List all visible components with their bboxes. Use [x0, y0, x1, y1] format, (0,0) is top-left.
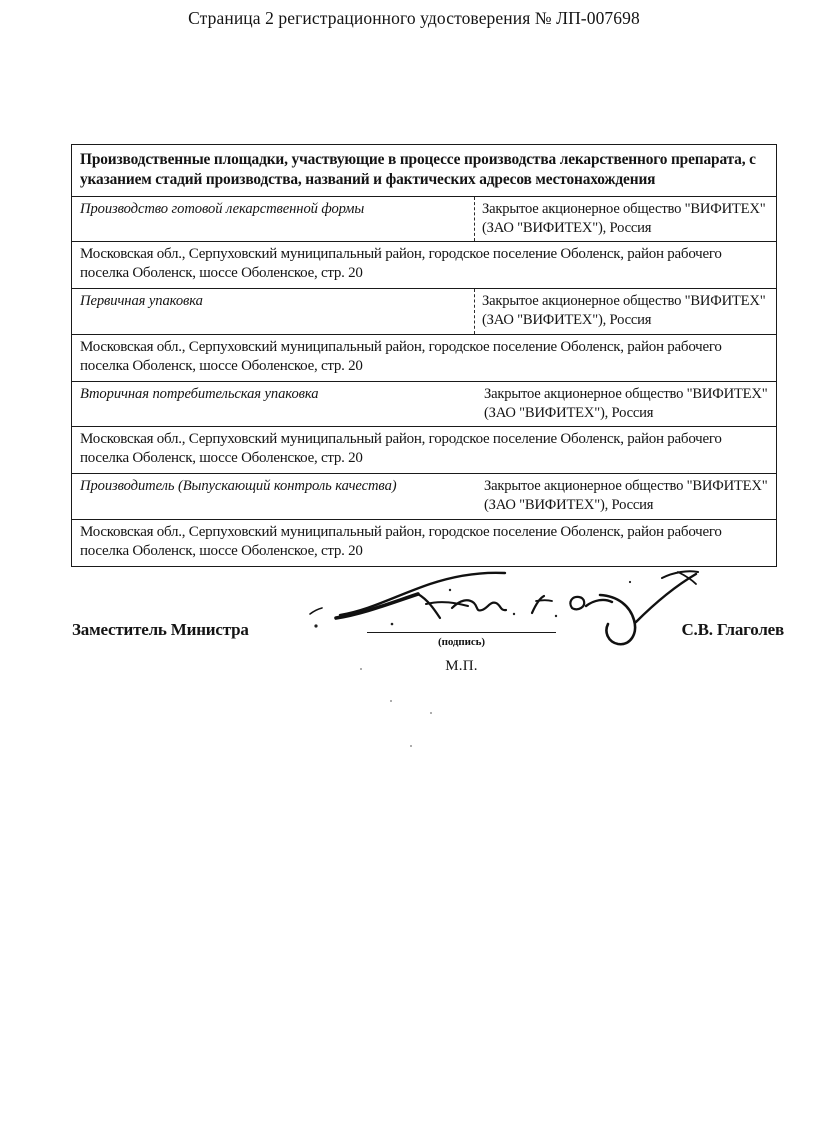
scan-speckle [390, 700, 392, 702]
signatory-name: С.В. Глаголев [681, 620, 784, 639]
company-name-cell: Закрытое акционерное общество "ВИФИТЕХ" (ЗАО "ВИФИТЕХ"), Россия [484, 385, 768, 421]
signature-caption: (подпись) [438, 636, 485, 648]
company-name-cell: Закрытое акционерное общество "ВИФИТЕХ" (ЗАО "ВИФИТЕХ"), Россия [474, 289, 776, 333]
scan-speckle [430, 712, 432, 714]
table-row [72, 382, 776, 427]
table-row [72, 474, 776, 519]
scan-speckle [410, 745, 412, 747]
stamp-placeholder: М.П. [445, 658, 478, 674]
company-name-cell: Закрытое акционерное общество "ВИФИТЕХ" (ЗАО "ВИФИТЕХ"), Россия [474, 197, 776, 241]
signature-line [367, 632, 556, 633]
table-row [72, 520, 776, 566]
table-row [72, 289, 776, 334]
stage-name-cell: Производство готовой лекарственной формы [80, 201, 365, 218]
stage-name-cell: Производитель (Выпускающий контроль качества) [80, 478, 397, 495]
table-row [72, 335, 776, 382]
address-cell: Московская обл., Серпуховский муниципальный район, городское поселение Оболенск, район рабочего поселка Оболенск, шоссе Оболенское, стр. 20 [80, 523, 722, 559]
page-header-title: Страница 2 регистрационного удостоверения № ЛП-007698 [188, 8, 640, 28]
address-cell: Московская обл., Серпуховский муниципальный район, городское поселение Оболенск, район рабочего поселка Оболенск, шоссе Оболенское, стр. 20 [80, 338, 722, 374]
stage-name-cell: Первичная упаковка [80, 293, 203, 310]
scan-speckle [360, 668, 362, 670]
signature-block [0, 570, 828, 690]
address-cell: Московская обл., Серпуховский муниципальный район, городское поселение Оболенск, район рабочего поселка Оболенск, шоссе Оболенское, стр. 20 [80, 431, 722, 467]
table-row [72, 197, 776, 242]
table-row [72, 242, 776, 289]
signatory-title: Заместитель Министра [72, 620, 249, 639]
table-row [72, 427, 776, 474]
stage-name-cell: Вторичная потребительская упаковка [80, 385, 319, 402]
production-sites-table [71, 144, 777, 567]
address-cell: Московская обл., Серпуховский муниципальный район, городское поселение Оболенск, район рабочего поселка Оболенск, шоссе Оболенское, стр. 20 [80, 246, 722, 282]
table-header-cell: Производственные площадки, участвующие в процессе производства лекарственного препарата, с указанием стадий производства, названий и фактических адресов местонахождения [72, 145, 776, 197]
company-name-cell: Закрытое акционерное общество "ВИФИТЕХ" (ЗАО "ВИФИТЕХ"), Россия [484, 478, 768, 514]
